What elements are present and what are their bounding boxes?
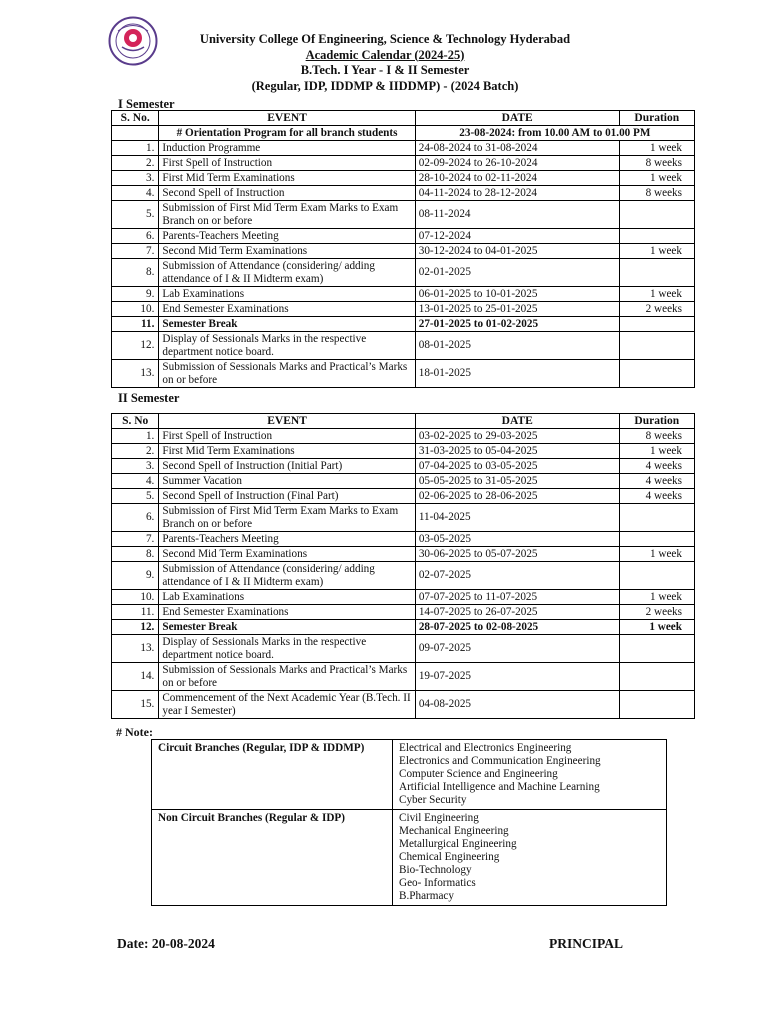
row-sno: 11. bbox=[112, 605, 159, 620]
table-row bbox=[112, 504, 695, 532]
row-event: Induction Programme bbox=[159, 141, 415, 156]
row-duration: 4 weeks bbox=[619, 474, 694, 489]
row-duration: 1 week bbox=[619, 141, 694, 156]
row-sno: 8. bbox=[112, 547, 159, 562]
row-duration bbox=[619, 201, 694, 229]
row-sno: 7. bbox=[112, 244, 159, 259]
row-date: 04-08-2025 bbox=[415, 691, 619, 719]
row-duration bbox=[619, 663, 694, 691]
semester-1-table bbox=[111, 110, 695, 388]
row-sno: 8. bbox=[112, 259, 159, 287]
row-sno: 13. bbox=[112, 635, 159, 663]
branch-item: Mechanical Engineering bbox=[399, 825, 509, 837]
row-date: 02-09-2024 to 26-10-2024 bbox=[415, 156, 619, 171]
table-row bbox=[112, 620, 695, 635]
col-date: DATE bbox=[415, 414, 619, 429]
branch-note-table bbox=[151, 739, 667, 906]
row-sno: 4. bbox=[112, 474, 159, 489]
row-sno: 1. bbox=[112, 141, 159, 156]
row-duration: 4 weeks bbox=[619, 459, 694, 474]
table-row bbox=[112, 663, 695, 691]
orientation-event: # Orientation Program for all branch students bbox=[159, 126, 415, 141]
col-event: EVENT bbox=[159, 111, 415, 126]
row-date: 19-07-2025 bbox=[415, 663, 619, 691]
branch-item: Electrical and Electronics Engineering bbox=[399, 742, 572, 754]
row-duration: 4 weeks bbox=[619, 489, 694, 504]
table-row bbox=[112, 547, 695, 562]
branch-item: B.Pharmacy bbox=[399, 890, 454, 902]
table-row bbox=[112, 302, 695, 317]
row-date: 08-11-2024 bbox=[415, 201, 619, 229]
branch-item: Computer Science and Engineering bbox=[399, 768, 558, 780]
row-event: Submission of Attendance (considering/ adding attendance of I & II Midterm exam) bbox=[159, 562, 415, 590]
row-sno: 3. bbox=[112, 459, 159, 474]
table-row bbox=[112, 691, 695, 719]
orientation-date: 23-08-2024: from 10.00 AM to 01.00 PM bbox=[415, 126, 694, 141]
branch-group-row bbox=[152, 740, 667, 810]
batch-title: (Regular, IDP, IDDMP & IIDDMP) - (2024 Batch) bbox=[251, 78, 519, 93]
branch-group-row bbox=[152, 810, 667, 906]
document-date: Date: 20-08-2024 bbox=[117, 936, 215, 951]
row-sno: 1. bbox=[112, 429, 159, 444]
row-duration: 1 week bbox=[619, 287, 694, 302]
row-date: 07-12-2024 bbox=[415, 229, 619, 244]
row-sno: 3. bbox=[112, 171, 159, 186]
row-sno: 9. bbox=[112, 287, 159, 302]
row-sno: 9. bbox=[112, 562, 159, 590]
row-sno: 6. bbox=[112, 229, 159, 244]
row-date: 03-02-2025 to 29-03-2025 bbox=[415, 429, 619, 444]
row-date: 28-07-2025 to 02-08-2025 bbox=[415, 620, 619, 635]
row-duration bbox=[619, 360, 694, 388]
row-event: Summer Vacation bbox=[159, 474, 415, 489]
row-date: 14-07-2025 to 26-07-2025 bbox=[415, 605, 619, 620]
table-row bbox=[112, 171, 695, 186]
semester-2-label: II Semester bbox=[118, 391, 180, 405]
table-row bbox=[112, 444, 695, 459]
row-duration: 1 week bbox=[619, 171, 694, 186]
row-sno: 12. bbox=[112, 332, 159, 360]
row-event: Second Mid Term Examinations bbox=[159, 244, 415, 259]
row-sno: 10. bbox=[112, 302, 159, 317]
row-date: 30-06-2025 to 05-07-2025 bbox=[415, 547, 619, 562]
institution-name: University College Of Engineering, Science & Technology Hyderabad bbox=[199, 32, 571, 46]
row-event: Submission of First Mid Term Exam Marks to Exam Branch on or before bbox=[159, 201, 415, 229]
row-duration: 8 weeks bbox=[619, 429, 694, 444]
col-date: DATE bbox=[415, 111, 619, 126]
row-duration: 1 week bbox=[619, 444, 694, 459]
row-date: 27-01-2025 to 01-02-2025 bbox=[415, 317, 619, 332]
branch-item: Geo- Informatics bbox=[399, 877, 476, 889]
row-event: Parents-Teachers Meeting bbox=[159, 532, 415, 547]
row-event: Second Spell of Instruction (Initial Part) bbox=[159, 459, 415, 474]
row-duration: 2 weeks bbox=[619, 605, 694, 620]
branch-item: Chemical Engineering bbox=[399, 851, 500, 863]
row-event: Submission of Sessionals Marks and Practical’s Marks on or before bbox=[159, 360, 415, 388]
row-event: Second Mid Term Examinations bbox=[159, 547, 415, 562]
row-sno: 14. bbox=[112, 663, 159, 691]
row-date: 07-07-2025 to 11-07-2025 bbox=[415, 590, 619, 605]
row-event: Display of Sessionals Marks in the respective department notice board. bbox=[159, 332, 415, 360]
row-date: 06-01-2025 to 10-01-2025 bbox=[415, 287, 619, 302]
row-event: End Semester Examinations bbox=[159, 605, 415, 620]
row-date: 31-03-2025 to 05-04-2025 bbox=[415, 444, 619, 459]
branch-list bbox=[393, 740, 667, 810]
row-event: Lab Examinations bbox=[159, 287, 415, 302]
row-sno: 7. bbox=[112, 532, 159, 547]
note-label: # Note: bbox=[116, 725, 153, 739]
row-date: 02-06-2025 to 28-06-2025 bbox=[415, 489, 619, 504]
row-duration: 2 weeks bbox=[619, 302, 694, 317]
branch-item: Metallurgical Engineering bbox=[399, 838, 517, 850]
row-duration bbox=[619, 229, 694, 244]
branch-item: Electronics and Communication Engineering bbox=[399, 755, 601, 767]
row-event: Submission of First Mid Term Exam Marks to Exam Branch on or before bbox=[159, 504, 415, 532]
row-event: Second Spell of Instruction (Final Part) bbox=[159, 489, 415, 504]
table-row bbox=[112, 141, 695, 156]
branch-group-name: Non Circuit Branches (Regular & IDP) bbox=[152, 810, 393, 906]
row-event: End Semester Examinations bbox=[159, 302, 415, 317]
row-event: Semester Break bbox=[159, 620, 415, 635]
orientation-row bbox=[112, 126, 695, 141]
row-duration bbox=[619, 332, 694, 360]
table-row bbox=[112, 532, 695, 547]
table-row bbox=[112, 562, 695, 590]
row-event: Semester Break bbox=[159, 317, 415, 332]
table-row bbox=[112, 186, 695, 201]
row-sno: 11. bbox=[112, 317, 159, 332]
row-sno: 15. bbox=[112, 691, 159, 719]
row-date: 07-04-2025 to 03-05-2025 bbox=[415, 459, 619, 474]
row-sno: 6. bbox=[112, 504, 159, 532]
row-duration: 8 weeks bbox=[619, 156, 694, 171]
row-event: First Spell of Instruction bbox=[159, 429, 415, 444]
row-event: First Spell of Instruction bbox=[159, 156, 415, 171]
row-duration: 1 week bbox=[619, 590, 694, 605]
row-date: 04-11-2024 to 28-12-2024 bbox=[415, 186, 619, 201]
row-date: 11-04-2025 bbox=[415, 504, 619, 532]
table-row bbox=[112, 332, 695, 360]
row-event: Submission of Sessionals Marks and Practical’s Marks on or before bbox=[159, 663, 415, 691]
row-event: Commencement of the Next Academic Year (B.Tech. II year I Semester) bbox=[159, 691, 415, 719]
row-date: 09-07-2025 bbox=[415, 635, 619, 663]
semester-2-table bbox=[111, 413, 695, 719]
branch-item: Cyber Security bbox=[399, 794, 467, 806]
row-duration: 8 weeks bbox=[619, 186, 694, 201]
row-sno: 10. bbox=[112, 590, 159, 605]
row-date: 08-01-2025 bbox=[415, 332, 619, 360]
row-duration bbox=[619, 562, 694, 590]
table-row bbox=[112, 244, 695, 259]
branch-group-name: Circuit Branches (Regular, IDP & IDDMP) bbox=[152, 740, 393, 810]
row-duration: 1 week bbox=[619, 620, 694, 635]
table-row bbox=[112, 590, 695, 605]
row-sno: 12. bbox=[112, 620, 159, 635]
row-duration bbox=[619, 691, 694, 719]
row-duration bbox=[619, 317, 694, 332]
row-duration bbox=[619, 635, 694, 663]
branch-item: Bio-Technology bbox=[399, 864, 472, 876]
col-sno: S. No. bbox=[112, 111, 159, 126]
row-sno: 4. bbox=[112, 186, 159, 201]
row-event: Lab Examinations bbox=[159, 590, 415, 605]
col-sno: S. No bbox=[112, 414, 159, 429]
row-date: 28-10-2024 to 02-11-2024 bbox=[415, 171, 619, 186]
row-duration bbox=[619, 259, 694, 287]
row-event: Display of Sessionals Marks in the respective department notice board. bbox=[159, 635, 415, 663]
row-duration: 1 week bbox=[619, 547, 694, 562]
row-date: 30-12-2024 to 04-01-2025 bbox=[415, 244, 619, 259]
table-row bbox=[112, 259, 695, 287]
table-row bbox=[112, 635, 695, 663]
row-date: 03-05-2025 bbox=[415, 532, 619, 547]
row-date: 02-07-2025 bbox=[415, 562, 619, 590]
row-event: First Mid Term Examinations bbox=[159, 444, 415, 459]
row-sno: 5. bbox=[112, 201, 159, 229]
table-row bbox=[112, 317, 695, 332]
row-duration bbox=[619, 532, 694, 547]
row-sno: 5. bbox=[112, 489, 159, 504]
row-date: 24-08-2024 to 31-08-2024 bbox=[415, 141, 619, 156]
table-row bbox=[112, 429, 695, 444]
row-sno: 2. bbox=[112, 156, 159, 171]
table-row bbox=[112, 229, 695, 244]
calendar-title: Academic Calendar (2024-25) bbox=[305, 47, 465, 62]
table-row bbox=[112, 605, 695, 620]
row-sno: 13. bbox=[112, 360, 159, 388]
branch-item: Artificial Intelligence and Machine Learning bbox=[399, 781, 600, 793]
program-title: B.Tech. I Year - I & II Semester bbox=[300, 63, 470, 77]
row-date: 13-01-2025 to 25-01-2025 bbox=[415, 302, 619, 317]
table-row bbox=[112, 201, 695, 229]
row-event: First Mid Term Examinations bbox=[159, 171, 415, 186]
row-event: Submission of Attendance (considering/ adding attendance of I & II Midterm exam) bbox=[159, 259, 415, 287]
principal-signatory: PRINCIPAL bbox=[549, 936, 623, 951]
table-row bbox=[112, 360, 695, 388]
row-duration: 1 week bbox=[619, 244, 694, 259]
table-row bbox=[112, 287, 695, 302]
row-event: Parents-Teachers Meeting bbox=[159, 229, 415, 244]
row-event: Second Spell of Instruction bbox=[159, 186, 415, 201]
semester-1-label: I Semester bbox=[118, 97, 175, 111]
row-date: 18-01-2025 bbox=[415, 360, 619, 388]
col-duration: Duration bbox=[619, 414, 694, 429]
col-event: EVENT bbox=[159, 414, 415, 429]
branch-list bbox=[393, 810, 667, 906]
row-date: 02-01-2025 bbox=[415, 259, 619, 287]
row-sno: 2. bbox=[112, 444, 159, 459]
table-row bbox=[112, 459, 695, 474]
row-duration bbox=[619, 504, 694, 532]
table-row bbox=[112, 156, 695, 171]
document-header bbox=[150, 32, 620, 94]
table-row bbox=[112, 489, 695, 504]
table-row bbox=[112, 474, 695, 489]
row-date: 05-05-2025 to 31-05-2025 bbox=[415, 474, 619, 489]
branch-item: Civil Engineering bbox=[399, 812, 479, 824]
col-duration: Duration bbox=[619, 111, 694, 126]
